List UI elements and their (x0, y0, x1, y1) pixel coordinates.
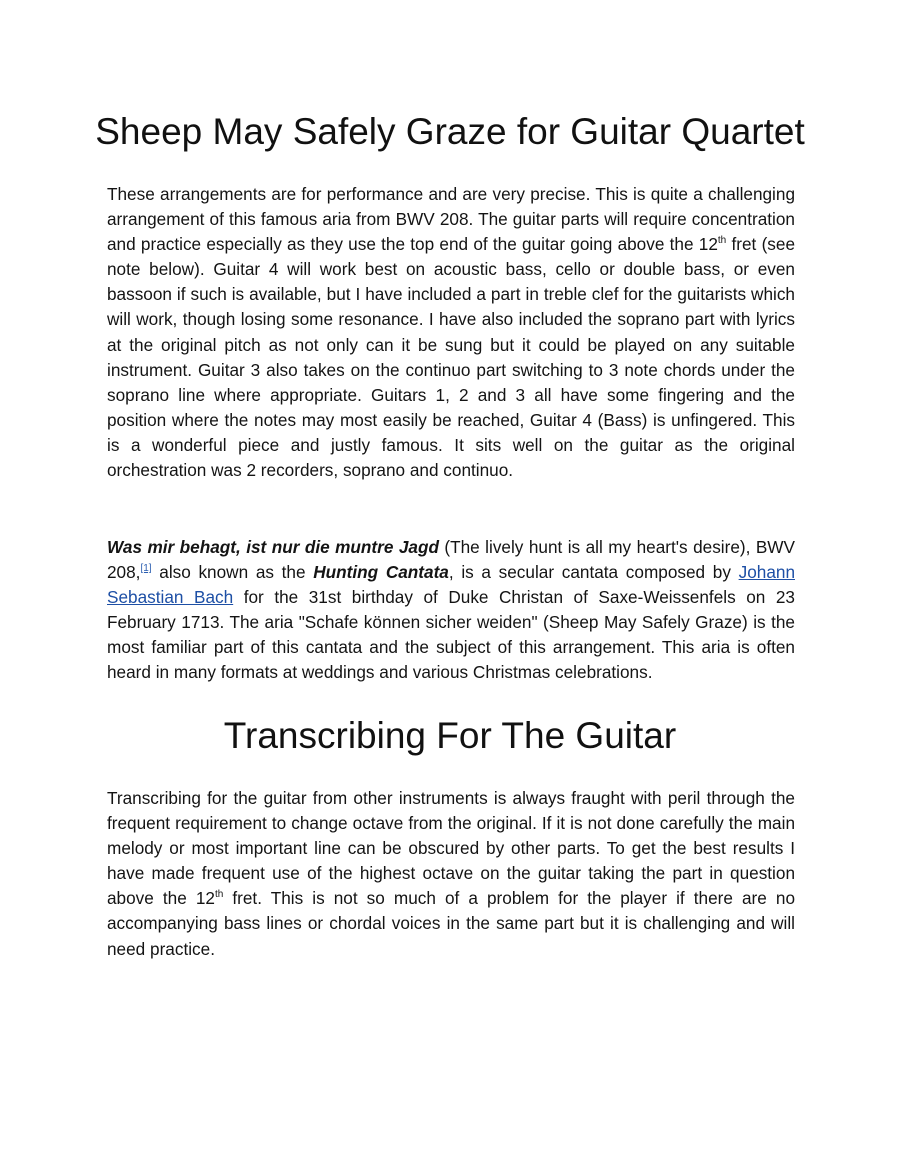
footnote-link[interactable]: [1] (140, 563, 152, 575)
cantata-text-part2: also known as the (151, 562, 314, 583)
cantata-text-part1: (The lively hunt is all my heart's desire), BWV 208, (107, 537, 795, 583)
cantata-german-title: Was mir behagt, ist nur die muntre Jagd (107, 537, 439, 557)
intro-text-part1: These arrangements are for performance and are very precise. This is quite a challenging arrangement of this famous aria from BWV 208. The guitar parts will require concentration and practice especially as they use the top end of the guitar going above the 12 (107, 184, 795, 255)
intro-paragraph (107, 182, 795, 483)
section-heading: Transcribing For The Guitar (223, 715, 677, 756)
hunting-cantata-title: Hunting Cantata (313, 562, 449, 583)
cantata-paragraph (107, 535, 795, 686)
superscript-th-2: th (214, 889, 224, 901)
cantata-text-part3: , is a secular cantata composed by (448, 562, 739, 583)
superscript-th: th (717, 235, 727, 247)
bach-link[interactable]: Johann Sebastian Bach (107, 562, 795, 608)
page-title: Sheep May Safely Graze for Guitar Quartet (95, 111, 805, 152)
cantata-text-part4: for the 31st birthday of Duke Christan of Saxe-Weissenfels on 23 February 1713. The aria "Schafe können sicher weiden" (Sheep May Safely Graze) is the most familiar part of this cantata and the subject of this arrangement. This aria is often heard in many formats at weddings and various Christmas celebrations. (107, 587, 795, 683)
transcribing-paragraph (107, 786, 795, 962)
transcribing-text-part2: fret. This is not so much of a problem for the player if there are no accompanying bass lines or chordal voices in the same part but it is challenging and will need practice. (107, 888, 796, 959)
intro-text-part2: fret (see note below). Guitar 4 will work best on acoustic bass, cello or double bass, or even bassoon if such is available, but I have included a part in treble clef for the guitarists which will work, though losing some resonance. I have also included the soprano part with lyrics at the original pitch as not only can it be sung but it could be played on any suitable instrument. Guitar 3 also takes on the continuo part switching to 3 note chords under the soprano line where appropriate. Guitars 1, 2 and 3 all have some fingering and the position where the notes may most easily be reached, Guitar 4 (Bass) is unfingered. This is a wonderful piece and justly famous. It sits well on the guitar as the original orchestration was 2 recorders, soprano and continuo. (107, 234, 796, 481)
transcribing-text-part1: Transcribing for the guitar from other instruments is always fraught with peril through the frequent requirement to change octave from the original. If it is not done carefully the main melody or most important line can be obscured by other parts. To get the best results I have made frequent use of the highest octave on the guitar taking the part in question above the 12 (107, 788, 795, 909)
